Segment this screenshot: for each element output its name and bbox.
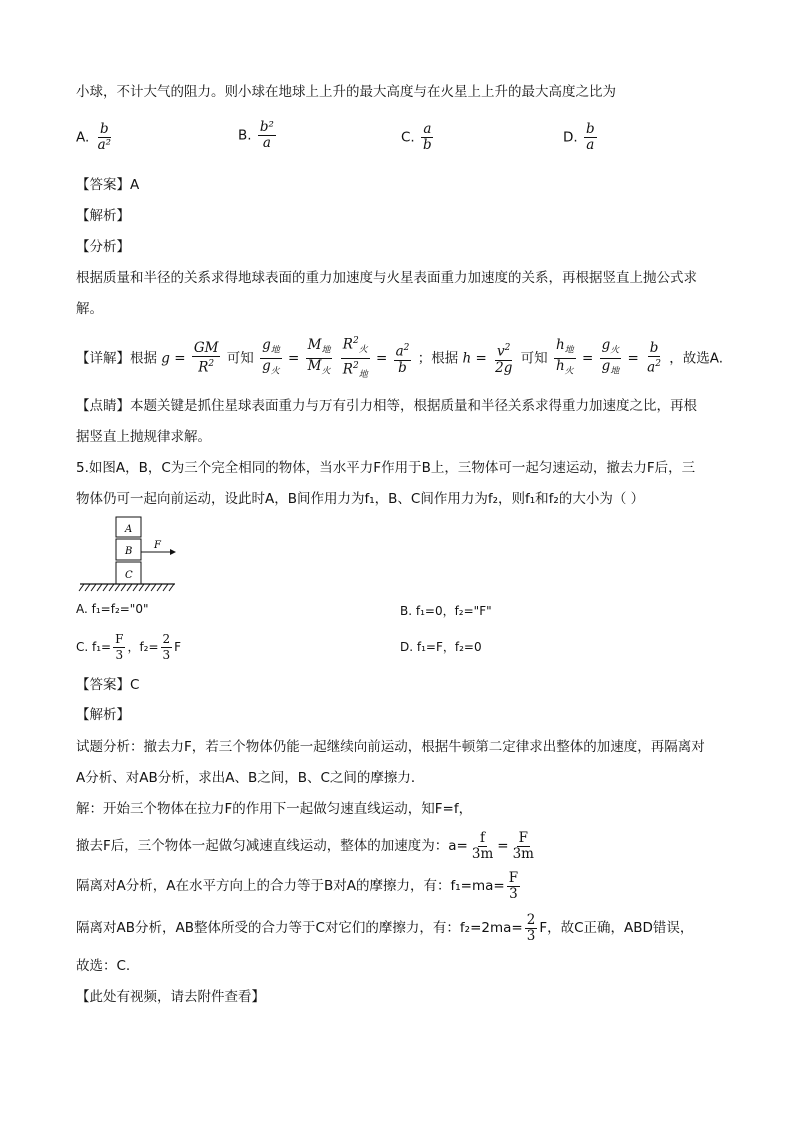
- q4-dianjing-line1: 【点睛】本题关键是抓住星球表面重力与万有引力相等，根据质量和半径关系求得重力加速度之比，再根: [76, 398, 697, 414]
- q5-option-d: D. f₁=F，f₂=0: [400, 640, 482, 654]
- ground-hatch: [79, 584, 174, 591]
- q5-line1: 试题分析：撤去力F，若三个物体仍能一起继续向前运动，根据牛顿第二定律求出整体的加速度，再隔离对: [76, 739, 705, 755]
- q5-analysis-head: 【解析】: [76, 707, 130, 723]
- q5-option-a: A. f₁=f₂="0": [76, 602, 149, 616]
- force-arrowhead: [170, 549, 176, 555]
- q4-option-d: D. $\frac{b}{a}$: [563, 121, 595, 153]
- q5-line6: 隔离对AB分析，AB整体所受的合力等于C对它们的摩擦力，有：f₂=2ma= $\frac{2}{3}$ F，故C正确，ABD错误，: [76, 911, 694, 944]
- q4-fenxi-line2: 解。: [76, 301, 103, 317]
- q4-option-b: B. $\frac{\text{b²}}{a}$: [238, 119, 274, 151]
- q4-answer: 【答案】A: [76, 177, 140, 193]
- q4-option-c: C. $\frac{a}{b}$: [401, 121, 432, 153]
- q4-dianjing-line2: 据竖直上抛规律求解。: [76, 429, 211, 445]
- q4-detail-line: 【详解】根据 g = $\frac{GM}{R^2}$ 可知 $\frac{g_地}{g_火}$ = $\frac{M_地}{M_火}$ $\frac{R^2_火}{R^2_地}$ = $\frac{a^2}{b}$ ；根据 h = $\frac{v^2}{2g}$ 可知 $\frac{h_地}{h_火}$ = $\frac{g_火}{g_地}$ = $\frac{b}{a^2}$ ，故选A.: [76, 336, 724, 381]
- blocks-figure: [78, 514, 178, 594]
- label-b: B: [125, 546, 133, 557]
- q5-line5: 隔离对A分析，A在水平方向上的合力等于B对A的摩擦力，有：f₁=ma= $\frac{F}{3}$: [76, 869, 519, 902]
- q5-option-c: C. f₁= $\frac{F}{3}$ ，f₂= $\frac{2}{3}$ F: [76, 632, 182, 662]
- q5-stem-line2: 物体仍可一起向前运动，设此时A，B间作用力为f₁，B、C间作用力为f₂，则f₁和f₂的大小为（ ）: [76, 491, 645, 507]
- q5-stem-line1: 5.如图A，B，C为三个完全相同的物体，当水平力F作用于B上，三物体可一起匀速运动，撤去力F后，三: [76, 460, 696, 476]
- q4-fenxi-head: 【分析】: [76, 239, 130, 255]
- q5-video-note: 【此处有视频，请去附件查看】: [76, 989, 265, 1005]
- q5-line3: 解：开始三个物体在拉力F的作用下一起做匀速直线运动，知F=f，: [76, 801, 473, 817]
- q4-fenxi-line1: 根据质量和半径的关系求得地球表面的重力加速度与火星表面重力加速度的关系，再根据竖直上抛公式求: [76, 270, 697, 286]
- q4-analysis-head: 【解析】: [76, 208, 130, 224]
- q5-line7: 故选：C.: [76, 958, 131, 974]
- label-c: C: [125, 570, 133, 581]
- label-a: A: [125, 524, 133, 535]
- force-label: F: [154, 540, 161, 551]
- q5-line4: 撤去F后，三个物体一起做匀减速直线运动，整体的加速度为：a= $\frac{f}{3m}$ = $\frac{F}{3m}$: [76, 829, 534, 862]
- q5-line2: A分析、对AB分析，求出A、B之间，B、C之间的摩擦力．: [76, 770, 425, 786]
- q4-stem-tail: 小球，不计大气的阻力。则小球在地球上上升的最大高度与在火星上上升的最大高度之比为: [76, 84, 616, 100]
- q5-option-b: B. f₁=0，f₂="F": [400, 604, 492, 618]
- q4-option-a: A. $\frac{b}{\text{a²}}$: [76, 121, 112, 153]
- q5-answer: 【答案】C: [76, 677, 140, 693]
